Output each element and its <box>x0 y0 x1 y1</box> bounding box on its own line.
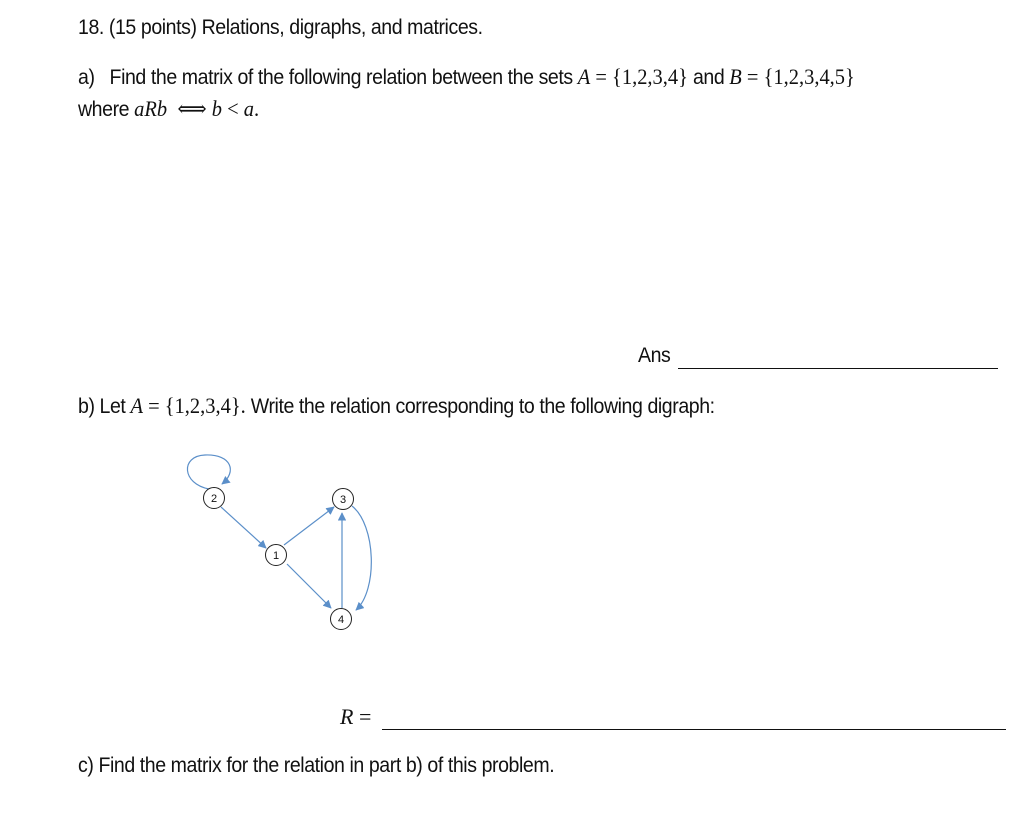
r-blank[interactable] <box>382 729 1006 730</box>
part-c-text: Find the matrix for the relation in part b) of this problem. <box>98 754 555 777</box>
node-1 <box>266 545 287 566</box>
digraph-edges <box>187 455 371 610</box>
part-c-line <box>78 754 554 778</box>
edge-1-4 <box>287 564 331 608</box>
node-label: 2 <box>210 493 218 505</box>
let-label: Let <box>99 395 126 418</box>
edge-3-4 <box>352 506 371 610</box>
part-a-marker: a) <box>78 66 95 89</box>
edge-1-3 <box>284 507 334 545</box>
part-a-text: Find the matrix of the following relation between the sets <box>109 66 573 89</box>
conjunction-and: and <box>692 66 725 89</box>
part-c-marker: c) <box>78 754 94 777</box>
set-a-definition: A = {1,2,3,4} <box>577 64 688 89</box>
set-b-definition: B = {1,2,3,4,5} <box>729 64 855 89</box>
node-label: 4 <box>337 614 345 626</box>
edge-2-1 <box>221 507 266 548</box>
part-b-marker: b) <box>78 395 95 418</box>
relation-condition: aRb ⟺ b < a. <box>134 96 260 121</box>
node-2 <box>204 488 225 509</box>
set-a-part-b: A = {1,2,3,4}. <box>130 393 246 418</box>
ans-label: Ans <box>638 344 671 367</box>
part-b-text: Write the relation corresponding to the following digraph: <box>250 395 715 418</box>
where-label: where <box>78 98 130 121</box>
edge-2-2 <box>187 455 230 489</box>
node-3 <box>333 489 354 510</box>
problem-heading: 18. (15 points) Relations, digraphs, and matrices. <box>78 16 483 39</box>
r-equals-label: R = <box>340 704 372 729</box>
node-4 <box>331 609 352 630</box>
node-label: 3 <box>339 494 347 506</box>
node-label: 1 <box>272 550 280 562</box>
